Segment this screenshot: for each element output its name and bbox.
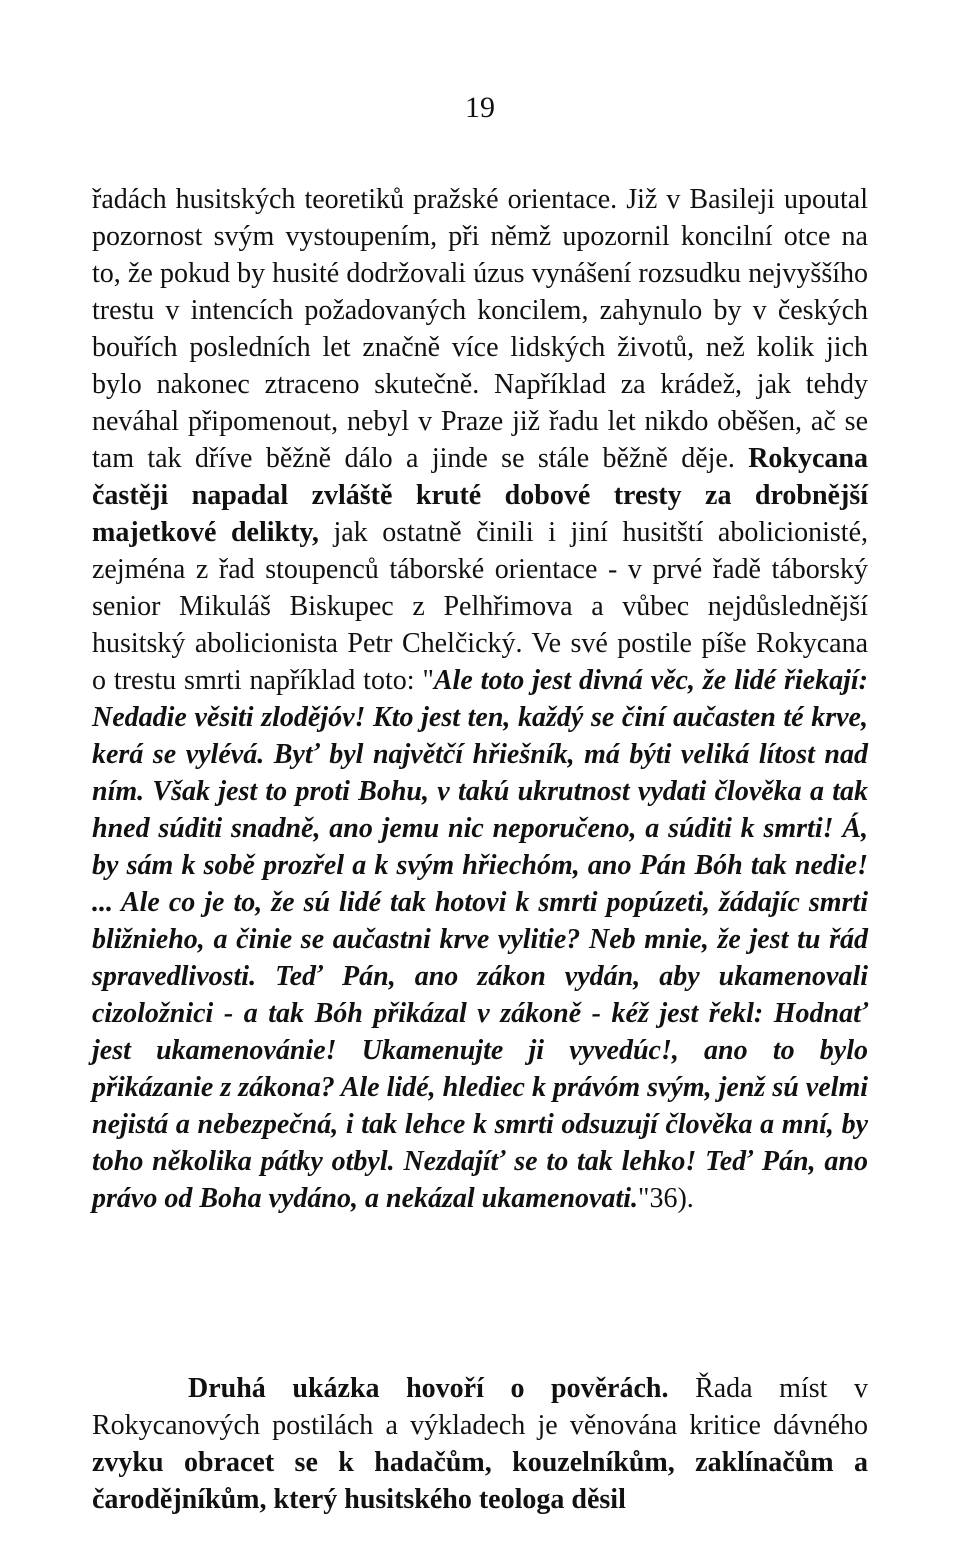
- paragraph-2-bold-lead: Druhá ukázka hovoří o pověrách.: [188, 1373, 669, 1404]
- page-number: 19: [465, 91, 495, 124]
- paragraph-superstitions: [92, 1370, 868, 1518]
- paragraph-2-text: Řada míst v Rokycanových postilách a výkladech je věnována kritice dávného: [92, 1373, 868, 1441]
- paragraph-2-bold-text: zvyku obracet se k hadačům, kouzelníkům, zaklínačům a čarodějníkům, který husitského teologa děsil: [92, 1447, 868, 1515]
- paragraph-1-bold-text: Rokycana častěji napadal zvláště kruté dobové tresty za drobnější majetkové delikty,: [92, 443, 868, 548]
- rokycana-quotation: Ale toto jest divná věc, že lidé řiekají: Nedadie věsiti zlodějóv! Kto jest ten, každý se činí aučasten té krve, kerá se vylévá. Byť byl najvětčí hřiešník, má býti veliká lítost nad ním. Však jest to proti Bohu, v takú ukrutnost vydati člověka a tak hned súditi snadně, ano jemu nic neporučeno, a súditi k smrti! Á, by sám k sobě prozřel a k svým hřiechóm, ano Pán Bóh tak nedie! ... Ale co je to, že sú lidé tak hotovi k smrti popúzeti, žádajíc smrti bližnieho, a činie se aučastni krve vylitie? Neb mnie, že jest tu řád spravedlivosti. Teď Pán, ano zákon vydán, aby ukamenovali cizoložnici - a tak Bóh přikázal v zákoně - kéž jest řekl: Hodnať jest ukamenovánie! Ukamenujte ji vyvedúc!, ano to bylo přikázanie z zákona? Ale lidé, hlediec k právóm svým, jenž sú velmi nejistá a nebezpečná, i tak lehce k smrti odsuzují člověka a mní, by toho několika pátky otbyl. Nezdajíť se to tak lehko! Teď Pán, ano právo od Boha vydáno, a nekázal ukamenovati.: [92, 665, 868, 1214]
- paragraph-1-text-continued: jak ostatně činili i jiní husitští abolicionisté, zejména z řad stoupenců táborské orientace - v prvé řadě táborský senior Mikuláš Biskupec z Pelhřimova a vůbec nejdůslednější husitský abolicionista Petr Chelčický. Ve své postile píše Rokycana o trestu smrti například toto: ": [92, 517, 868, 696]
- footnote-reference: "36).: [638, 1183, 694, 1214]
- paragraph-1-text: řadách husitských teoretiků pražské orientace. Již v Basileji upoutal pozornost svým vystoupením, při němž upozornil koncilní otce na to, že pokud by husité dodržovali úzus vynášení rozsudku nejvyššího trestu v intencích požadovaných koncilem, zahynulo by v českých bouřích posledních let značně více lidských životů, než kolik jich bylo nakonec ztraceno skutečně. Například za krádež, jak tehdy neváhal připomenout, nebyl v Praze již řadu let nikdo oběšen, ač se tam tak dříve běžně dálo a jinde se stále běžně děje.: [92, 184, 868, 474]
- paragraph-rokycana-death-penalty: [92, 181, 868, 1217]
